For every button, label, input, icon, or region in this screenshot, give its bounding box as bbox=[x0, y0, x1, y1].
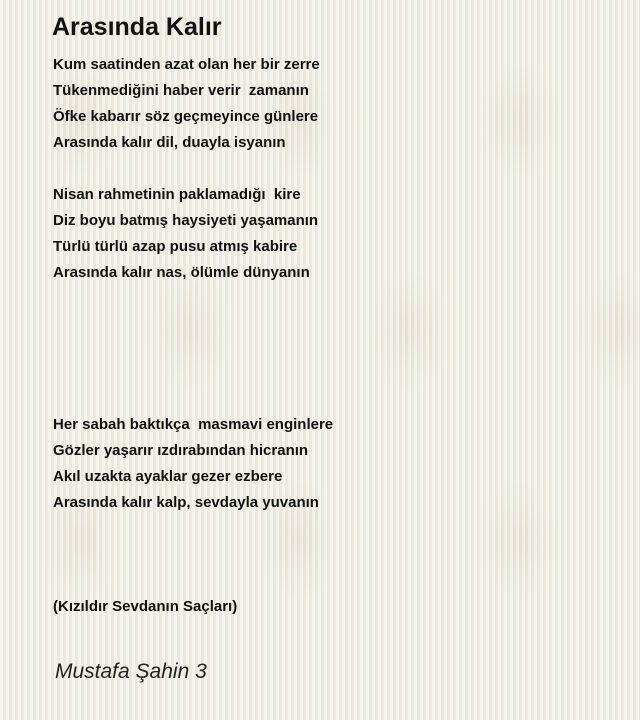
source-note bbox=[53, 594, 237, 620]
poem-line: Gözler yaşarır ızdırabından hicranın bbox=[53, 442, 309, 459]
poem-line: Her sabah baktıkça masmavi enginlere bbox=[53, 416, 334, 433]
poem-line: Tükenmediğini haber verir zamanın bbox=[53, 82, 309, 99]
poem-line: Diz boyu batmış haysiyeti yaşamanın bbox=[53, 212, 319, 229]
poem-line: Türlü türlü azap pusu atmış kabire bbox=[53, 238, 298, 255]
poem-line: Arasında kalır nas, ölümle dünyanın bbox=[53, 264, 310, 281]
stanza-3 bbox=[53, 412, 333, 516]
poem-line: Arasında kalır kalp, sevdayla yuvanın bbox=[53, 494, 319, 511]
source-note-text: (Kızıldır Sevdanın Saçları) bbox=[53, 598, 238, 615]
poem-title: Arasında Kalır bbox=[52, 13, 222, 41]
poem-line: Öfke kabarır söz geçmeyince günlere bbox=[53, 108, 319, 125]
poem-line: Kum saatinden azat olan her bir zerre bbox=[53, 56, 320, 73]
stanza-2 bbox=[53, 182, 318, 286]
poem-line: Nisan rahmetinin paklamadığı kire bbox=[53, 186, 301, 203]
poem-line: Akıl uzakta ayaklar gezer ezbere bbox=[53, 468, 283, 485]
poem-line: Arasında kalır dil, duayla isyanın bbox=[53, 134, 286, 151]
stanza-1 bbox=[53, 52, 320, 156]
author-name[interactable]: Mustafa Şahin 3 bbox=[55, 660, 207, 683]
